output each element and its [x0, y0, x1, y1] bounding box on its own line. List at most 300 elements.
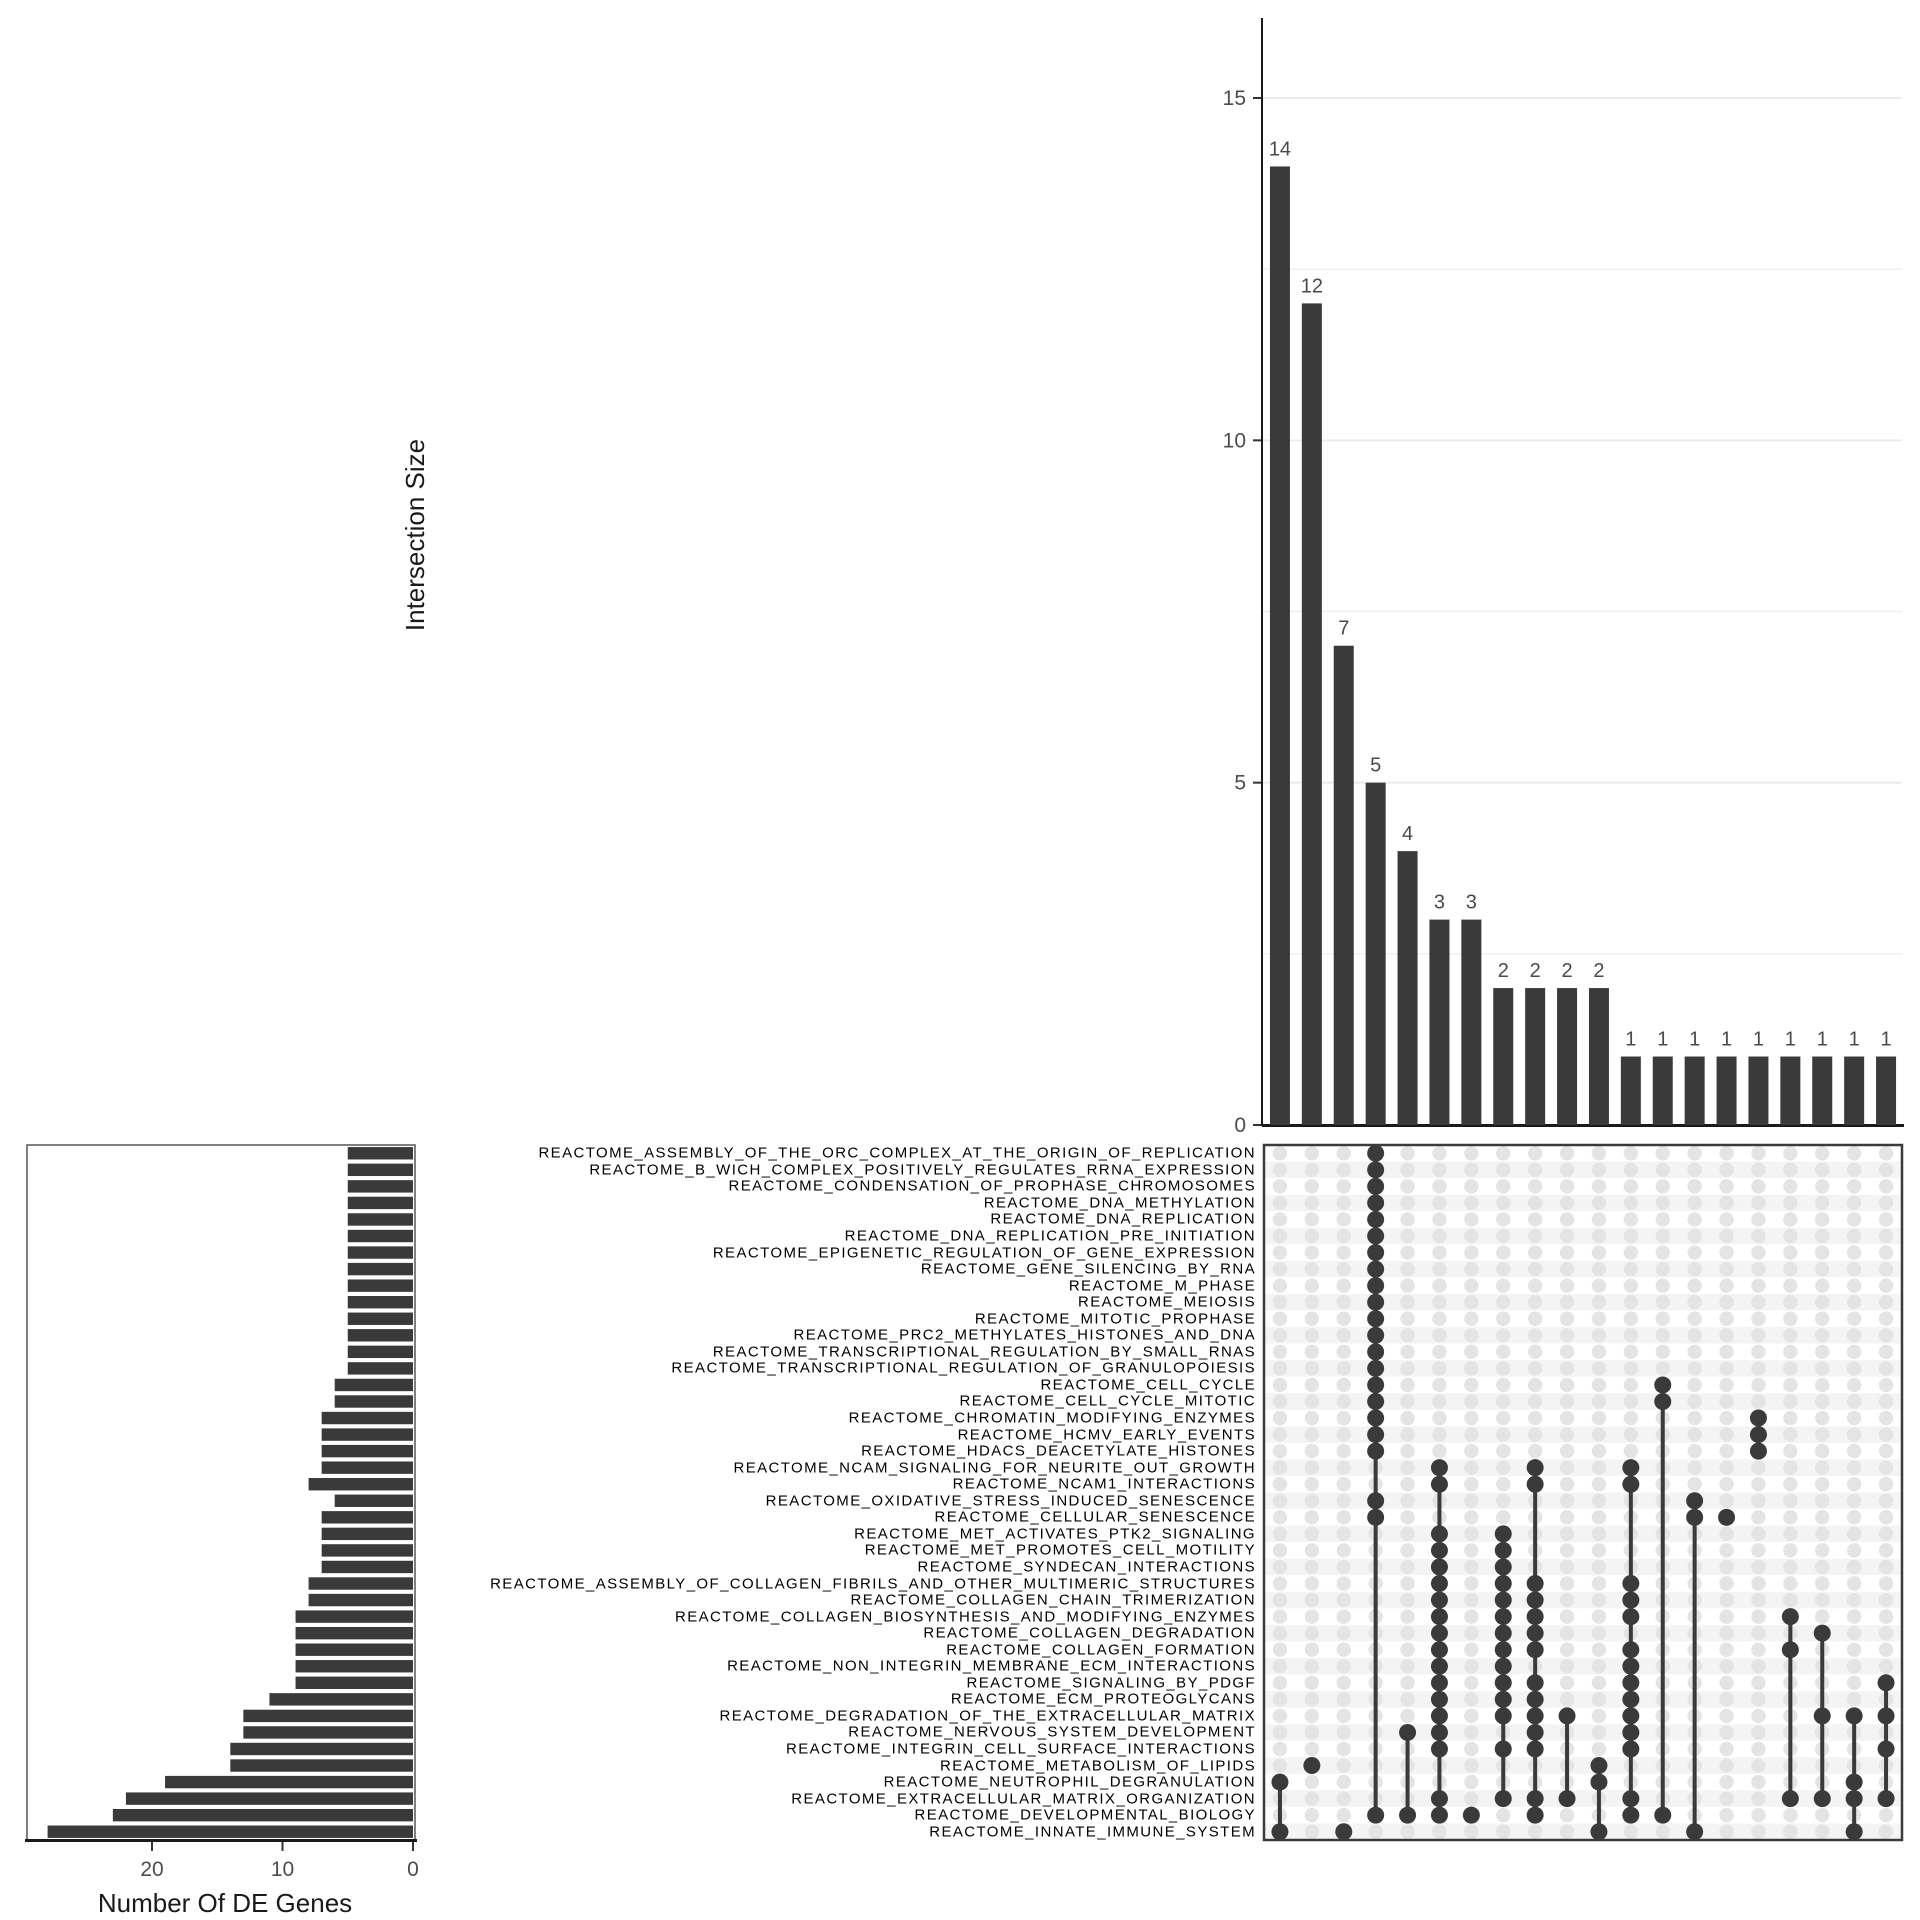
- matrix-dot-inactive: [1400, 1609, 1414, 1623]
- matrix-dot-inactive: [1337, 1791, 1351, 1805]
- matrix-dot-inactive: [1751, 1361, 1765, 1375]
- matrix-dot-inactive: [1656, 1825, 1670, 1839]
- matrix-dot-inactive: [1815, 1609, 1829, 1623]
- matrix-dot-inactive: [1783, 1146, 1797, 1160]
- matrix-dot-inactive: [1560, 1212, 1574, 1226]
- set-size-bar: [348, 1197, 413, 1209]
- matrix-dot-active: [1814, 1707, 1831, 1724]
- matrix-dot-inactive: [1592, 1295, 1606, 1309]
- set-size-bar: [309, 1577, 413, 1589]
- matrix-dot-inactive: [1719, 1676, 1733, 1690]
- intersection-bar-value: 2: [1593, 960, 1605, 983]
- matrix-dot-active: [1367, 1310, 1384, 1327]
- matrix-dot-inactive: [1432, 1278, 1446, 1292]
- matrix-dot-active: [1622, 1641, 1639, 1658]
- matrix-dot-inactive: [1687, 1312, 1701, 1326]
- matrix-dot-inactive: [1592, 1494, 1606, 1508]
- matrix-dot-inactive: [1560, 1659, 1574, 1673]
- matrix-dot-inactive: [1783, 1361, 1797, 1375]
- matrix-dot-inactive: [1273, 1477, 1287, 1491]
- matrix-dot-inactive: [1273, 1543, 1287, 1557]
- matrix-dot-inactive: [1751, 1394, 1765, 1408]
- matrix-dot-active: [1367, 1277, 1384, 1294]
- matrix-dot-inactive: [1879, 1444, 1893, 1458]
- matrix-dot-inactive: [1400, 1460, 1414, 1474]
- matrix-dot-inactive: [1687, 1394, 1701, 1408]
- matrix-dot-inactive: [1496, 1163, 1510, 1177]
- matrix-dot-inactive: [1273, 1411, 1287, 1425]
- matrix-dot-inactive: [1496, 1825, 1510, 1839]
- matrix-dot-inactive: [1751, 1676, 1765, 1690]
- matrix-dot-inactive: [1719, 1643, 1733, 1657]
- intersection-bar-value: 3: [1433, 891, 1446, 914]
- matrix-dot-inactive: [1337, 1593, 1351, 1607]
- matrix-dot-inactive: [1305, 1163, 1319, 1177]
- matrix-dot-inactive: [1815, 1163, 1829, 1177]
- set-size-bar: [322, 1544, 413, 1556]
- matrix-dot-inactive: [1400, 1345, 1414, 1359]
- matrix-dot-inactive: [1783, 1312, 1797, 1326]
- matrix-dot-inactive: [1592, 1460, 1606, 1474]
- matrix-dot-active: [1654, 1393, 1671, 1410]
- set-size-bar: [348, 1346, 413, 1358]
- matrix-dot-active: [1782, 1608, 1799, 1625]
- matrix-dot-inactive: [1496, 1345, 1510, 1359]
- set-label: REACTOME_EXTRACELLULAR_MATRIX_ORGANIZATION: [791, 1790, 1256, 1808]
- matrix-dot-active: [1622, 1807, 1639, 1824]
- matrix-dot-active: [1622, 1790, 1639, 1807]
- matrix-dot-inactive: [1879, 1378, 1893, 1392]
- matrix-dot-inactive: [1432, 1179, 1446, 1193]
- set-label: REACTOME_INNATE_IMMUNE_SYSTEM: [929, 1823, 1256, 1841]
- intersection-bar: [1844, 1057, 1864, 1125]
- matrix-dot-inactive: [1368, 1825, 1382, 1839]
- matrix-dot-inactive: [1879, 1312, 1893, 1326]
- matrix-dot-inactive: [1783, 1527, 1797, 1541]
- intersection-bar: [1461, 920, 1481, 1125]
- matrix-dot-inactive: [1719, 1427, 1733, 1441]
- set-size-bar: [322, 1511, 413, 1523]
- matrix-dot-active: [1622, 1608, 1639, 1625]
- matrix-dot-active: [1527, 1707, 1544, 1724]
- matrix-dot-inactive: [1592, 1527, 1606, 1541]
- matrix-dot-inactive: [1337, 1709, 1351, 1723]
- set-label: REACTOME_EPIGENETIC_REGULATION_OF_GENE_EXPRESSION: [712, 1244, 1256, 1262]
- matrix-dot-inactive: [1719, 1609, 1733, 1623]
- intersection-bar-value: 14: [1268, 138, 1292, 161]
- matrix-dot-active: [1686, 1823, 1703, 1840]
- matrix-dot-inactive: [1337, 1278, 1351, 1292]
- matrix-dot-inactive: [1560, 1328, 1574, 1342]
- intersection-bar: [1876, 1057, 1896, 1125]
- matrix-row-stripe: [1265, 1823, 1901, 1840]
- matrix-dot-active: [1495, 1592, 1512, 1609]
- matrix-dot-inactive: [1560, 1825, 1574, 1839]
- matrix-dot-inactive: [1337, 1510, 1351, 1524]
- matrix-dot-inactive: [1847, 1510, 1861, 1524]
- matrix-dot-inactive: [1464, 1345, 1478, 1359]
- set-label: REACTOME_PRC2_METHYLATES_HISTONES_AND_DNA: [793, 1326, 1256, 1344]
- matrix-dot-inactive: [1528, 1444, 1542, 1458]
- matrix-dot-inactive: [1273, 1146, 1287, 1160]
- matrix-dot-inactive: [1528, 1427, 1542, 1441]
- matrix-dot-inactive: [1432, 1245, 1446, 1259]
- matrix-dot-inactive: [1624, 1179, 1638, 1193]
- matrix-dot-inactive: [1624, 1345, 1638, 1359]
- matrix-row-stripe: [1265, 1162, 1901, 1179]
- matrix-row-stripe: [1265, 1658, 1901, 1675]
- matrix-dot-inactive: [1464, 1378, 1478, 1392]
- matrix-dot-inactive: [1560, 1245, 1574, 1259]
- matrix-dot-inactive: [1719, 1808, 1733, 1822]
- set-label: REACTOME_NCAM1_INTERACTIONS: [952, 1475, 1256, 1493]
- matrix-dot-inactive: [1305, 1378, 1319, 1392]
- intersection-bar-value: 1: [1752, 1028, 1765, 1051]
- matrix-dot-inactive: [1624, 1262, 1638, 1276]
- matrix-dot-inactive: [1847, 1411, 1861, 1425]
- matrix-dot-inactive: [1592, 1212, 1606, 1226]
- matrix-dot-inactive: [1400, 1576, 1414, 1590]
- intersection-size-axis-title: Intersection Size: [400, 438, 430, 632]
- matrix-dot-inactive: [1464, 1229, 1478, 1243]
- matrix-dot-inactive: [1815, 1411, 1829, 1425]
- matrix-dot-inactive: [1592, 1345, 1606, 1359]
- matrix-dot-inactive: [1656, 1361, 1670, 1375]
- matrix-dot-inactive: [1337, 1477, 1351, 1491]
- matrix-dot-inactive: [1847, 1543, 1861, 1557]
- matrix-dot-inactive: [1273, 1427, 1287, 1441]
- matrix-dot-inactive: [1751, 1179, 1765, 1193]
- matrix-dot-inactive: [1592, 1725, 1606, 1739]
- matrix-dot-inactive: [1528, 1361, 1542, 1375]
- matrix-dot-inactive: [1432, 1262, 1446, 1276]
- intersection-bar: [1653, 1057, 1673, 1125]
- matrix-row-stripe: [1265, 1592, 1901, 1609]
- matrix-dot-active: [1622, 1476, 1639, 1493]
- matrix-dot-inactive: [1496, 1411, 1510, 1425]
- matrix-dot-active: [1846, 1823, 1863, 1840]
- matrix-dot-inactive: [1783, 1510, 1797, 1524]
- matrix-dot-active: [1367, 1509, 1384, 1526]
- matrix-dot-inactive: [1560, 1494, 1574, 1508]
- matrix-dot-inactive: [1719, 1494, 1733, 1508]
- matrix-dot-inactive: [1400, 1643, 1414, 1657]
- matrix-dot-inactive: [1305, 1328, 1319, 1342]
- matrix-dot-inactive: [1560, 1361, 1574, 1375]
- matrix-dot-inactive: [1751, 1543, 1765, 1557]
- matrix-dot-inactive: [1560, 1394, 1574, 1408]
- matrix-dot-inactive: [1528, 1245, 1542, 1259]
- matrix-dot-active: [1367, 1376, 1384, 1393]
- matrix-dot-inactive: [1400, 1543, 1414, 1557]
- matrix-dot-inactive: [1751, 1825, 1765, 1839]
- matrix-dot-inactive: [1656, 1196, 1670, 1210]
- matrix-dot-active: [1367, 1426, 1384, 1443]
- matrix-dot-inactive: [1687, 1245, 1701, 1259]
- matrix-dot-inactive: [1464, 1742, 1478, 1756]
- matrix-dot-active: [1335, 1823, 1352, 1840]
- matrix-row-stripe: [1265, 1625, 1901, 1642]
- matrix-dot-inactive: [1751, 1378, 1765, 1392]
- matrix-dot-active: [1527, 1790, 1544, 1807]
- set-size-bar: [348, 1147, 413, 1159]
- matrix-dot-inactive: [1305, 1477, 1319, 1491]
- matrix-dot-inactive: [1592, 1278, 1606, 1292]
- matrix-dot-inactive: [1337, 1229, 1351, 1243]
- matrix-dot-inactive: [1719, 1378, 1733, 1392]
- matrix-dot-inactive: [1273, 1312, 1287, 1326]
- matrix-dot-inactive: [1815, 1328, 1829, 1342]
- matrix-dot-inactive: [1719, 1312, 1733, 1326]
- matrix-dot-inactive: [1560, 1560, 1574, 1574]
- set-size-bar: [348, 1313, 413, 1325]
- matrix-dot-inactive: [1719, 1791, 1733, 1805]
- matrix-dot-inactive: [1783, 1229, 1797, 1243]
- set-label: REACTOME_CHROMATIN_MODIFYING_ENZYMES: [848, 1409, 1256, 1427]
- matrix-dot-inactive: [1432, 1444, 1446, 1458]
- matrix-dot-inactive: [1337, 1725, 1351, 1739]
- matrix-dot-inactive: [1464, 1394, 1478, 1408]
- matrix-dot-active: [1495, 1575, 1512, 1592]
- matrix-row-stripe: [1265, 1360, 1901, 1377]
- matrix-dot-active: [1463, 1807, 1480, 1824]
- matrix-dot-inactive: [1496, 1262, 1510, 1276]
- matrix-dot-inactive: [1305, 1527, 1319, 1541]
- matrix-dot-active: [1718, 1509, 1735, 1526]
- set-label: REACTOME_SIGNALING_BY_PDGF: [966, 1674, 1256, 1692]
- matrix-dot-inactive: [1592, 1560, 1606, 1574]
- set-size-bar: [230, 1743, 413, 1755]
- matrix-dot-inactive: [1400, 1477, 1414, 1491]
- matrix-dot-active: [1495, 1558, 1512, 1575]
- intersection-bar: [1398, 851, 1418, 1125]
- matrix-dot-inactive: [1337, 1527, 1351, 1541]
- matrix-dot-inactive: [1528, 1262, 1542, 1276]
- matrix-dot-inactive: [1273, 1179, 1287, 1193]
- matrix-dot-inactive: [1751, 1659, 1765, 1673]
- y-tick-label: 5: [1234, 771, 1246, 795]
- matrix-dot-inactive: [1815, 1179, 1829, 1193]
- matrix-dot-inactive: [1464, 1825, 1478, 1839]
- matrix-dot-inactive: [1496, 1245, 1510, 1259]
- matrix-dot-inactive: [1719, 1163, 1733, 1177]
- matrix-dot-inactive: [1400, 1692, 1414, 1706]
- intersection-matrix: [1264, 1145, 1902, 1840]
- matrix-dot-inactive: [1400, 1262, 1414, 1276]
- matrix-dot-inactive: [1305, 1179, 1319, 1193]
- matrix-dot-inactive: [1560, 1146, 1574, 1160]
- matrix-dot-inactive: [1719, 1692, 1733, 1706]
- matrix-dot-inactive: [1847, 1196, 1861, 1210]
- matrix-dot-inactive: [1560, 1262, 1574, 1276]
- matrix-dot-inactive: [1464, 1477, 1478, 1491]
- set-label: REACTOME_DEGRADATION_OF_THE_EXTRACELLULAR_MATRIX: [719, 1707, 1256, 1725]
- matrix-dot-inactive: [1464, 1527, 1478, 1541]
- intersection-bar: [1748, 1057, 1768, 1125]
- matrix-dot-active: [1367, 1294, 1384, 1311]
- matrix-dot-inactive: [1496, 1179, 1510, 1193]
- matrix-dot-active: [1431, 1575, 1448, 1592]
- matrix-dot-inactive: [1719, 1394, 1733, 1408]
- matrix-dot-inactive: [1751, 1626, 1765, 1640]
- matrix-dot-inactive: [1656, 1262, 1670, 1276]
- matrix-dot-inactive: [1592, 1742, 1606, 1756]
- set-label: REACTOME_TRANSCRIPTIONAL_REGULATION_BY_SMALL_RNAS: [712, 1343, 1256, 1361]
- matrix-dot-inactive: [1337, 1427, 1351, 1441]
- set-size-bar: [348, 1180, 413, 1192]
- matrix-dot-inactive: [1879, 1394, 1893, 1408]
- matrix-dot-active: [1782, 1790, 1799, 1807]
- matrix-dot-inactive: [1305, 1245, 1319, 1259]
- matrix-dot-inactive: [1273, 1494, 1287, 1508]
- intersection-bar-value: 1: [1657, 1028, 1669, 1051]
- matrix-dot-inactive: [1719, 1262, 1733, 1276]
- set-label: REACTOME_DNA_REPLICATION_PRE_INITIATION: [844, 1227, 1256, 1245]
- matrix-dot-inactive: [1592, 1163, 1606, 1177]
- set-size-bar: [348, 1213, 413, 1225]
- matrix-dot-inactive: [1879, 1527, 1893, 1541]
- set-size-bar: [230, 1759, 413, 1771]
- matrix-dot-inactive: [1751, 1510, 1765, 1524]
- matrix-dot-inactive: [1496, 1477, 1510, 1491]
- matrix-row-stripe: [1265, 1261, 1901, 1278]
- matrix-dot-inactive: [1751, 1196, 1765, 1210]
- matrix-dot-active: [1495, 1674, 1512, 1691]
- matrix-dot-inactive: [1273, 1576, 1287, 1590]
- matrix-dot-inactive: [1400, 1560, 1414, 1574]
- matrix-dot-active: [1527, 1740, 1544, 1757]
- matrix-dot-inactive: [1624, 1444, 1638, 1458]
- matrix-dot-inactive: [1624, 1427, 1638, 1441]
- matrix-dot-inactive: [1879, 1477, 1893, 1491]
- matrix-dot-active: [1367, 1161, 1384, 1178]
- matrix-dot-inactive: [1847, 1312, 1861, 1326]
- matrix-dot-inactive: [1624, 1229, 1638, 1243]
- matrix-dot-inactive: [1656, 1212, 1670, 1226]
- matrix-dot-active: [1367, 1145, 1384, 1162]
- set-label: REACTOME_TRANSCRIPTIONAL_REGULATION_OF_GRANULOPOIESIS: [671, 1359, 1256, 1377]
- matrix-dot-inactive: [1337, 1361, 1351, 1375]
- matrix-dot-active: [1367, 1261, 1384, 1278]
- matrix-dot-inactive: [1464, 1609, 1478, 1623]
- matrix-dot-active: [1559, 1707, 1576, 1724]
- matrix-dot-inactive: [1815, 1460, 1829, 1474]
- matrix-dot-inactive: [1400, 1394, 1414, 1408]
- matrix-dot-inactive: [1432, 1212, 1446, 1226]
- matrix-dot-inactive: [1687, 1229, 1701, 1243]
- intersection-bar-value: 2: [1497, 960, 1509, 983]
- matrix-dot-active: [1367, 1194, 1384, 1211]
- intersection-bar: [1525, 988, 1545, 1125]
- intersection-bar-value: 1: [1848, 1028, 1860, 1051]
- matrix-dot-active: [1846, 1774, 1863, 1791]
- matrix-dot-inactive: [1815, 1543, 1829, 1557]
- matrix-dot-inactive: [1719, 1278, 1733, 1292]
- matrix-dot-inactive: [1305, 1643, 1319, 1657]
- matrix-dot-inactive: [1751, 1295, 1765, 1309]
- matrix-dot-inactive: [1815, 1427, 1829, 1441]
- matrix-dot-active: [1367, 1410, 1384, 1427]
- matrix-dot-inactive: [1337, 1444, 1351, 1458]
- matrix-row-stripe: [1265, 1459, 1901, 1476]
- matrix-dot-active: [1367, 1343, 1384, 1360]
- matrix-dot-inactive: [1687, 1361, 1701, 1375]
- intersection-bar-value: 7: [1338, 617, 1350, 640]
- matrix-dot-inactive: [1464, 1278, 1478, 1292]
- matrix-dot-inactive: [1783, 1494, 1797, 1508]
- matrix-dot-inactive: [1751, 1328, 1765, 1342]
- matrix-dot-inactive: [1337, 1179, 1351, 1193]
- set-label: REACTOME_COLLAGEN_DEGRADATION: [923, 1624, 1256, 1642]
- matrix-dot-inactive: [1847, 1378, 1861, 1392]
- matrix-dot-inactive: [1751, 1146, 1765, 1160]
- matrix-dot-inactive: [1879, 1229, 1893, 1243]
- intersection-bar-value: 4: [1401, 823, 1414, 846]
- matrix-dot-inactive: [1432, 1295, 1446, 1309]
- matrix-dot-inactive: [1719, 1460, 1733, 1474]
- matrix-dot-inactive: [1432, 1361, 1446, 1375]
- matrix-dot-inactive: [1273, 1262, 1287, 1276]
- matrix-dot-inactive: [1432, 1427, 1446, 1441]
- matrix-dot-active: [1431, 1740, 1448, 1757]
- matrix-dot-inactive: [1273, 1659, 1287, 1673]
- set-label: REACTOME_HDACS_DEACETYLATE_HISTONES: [861, 1442, 1256, 1460]
- matrix-dot-inactive: [1751, 1527, 1765, 1541]
- matrix-dot-inactive: [1815, 1345, 1829, 1359]
- matrix-dot-inactive: [1815, 1278, 1829, 1292]
- set-size-bar: [296, 1644, 413, 1656]
- matrix-dot-inactive: [1496, 1378, 1510, 1392]
- matrix-dot-inactive: [1400, 1444, 1414, 1458]
- matrix-dot-inactive: [1496, 1328, 1510, 1342]
- matrix-dot-inactive: [1751, 1278, 1765, 1292]
- matrix-dot-inactive: [1496, 1427, 1510, 1441]
- matrix-dot-inactive: [1656, 1245, 1670, 1259]
- matrix-dot-inactive: [1751, 1775, 1765, 1789]
- set-size-bar: [243, 1710, 413, 1722]
- matrix-dot-inactive: [1847, 1692, 1861, 1706]
- intersection-bar: [1366, 783, 1386, 1125]
- matrix-dot-inactive: [1879, 1427, 1893, 1441]
- matrix-dot-inactive: [1624, 1378, 1638, 1392]
- matrix-dot-inactive: [1751, 1312, 1765, 1326]
- matrix-dot-inactive: [1400, 1659, 1414, 1673]
- set-label: REACTOME_MITOTIC_PROPHASE: [974, 1310, 1256, 1328]
- matrix-dot-inactive: [1687, 1477, 1701, 1491]
- matrix-dot-inactive: [1432, 1229, 1446, 1243]
- matrix-dot-inactive: [1528, 1328, 1542, 1342]
- matrix-dot-inactive: [1432, 1328, 1446, 1342]
- matrix-dot-inactive: [1751, 1709, 1765, 1723]
- matrix-dot-inactive: [1273, 1560, 1287, 1574]
- matrix-dot-inactive: [1432, 1345, 1446, 1359]
- matrix-dot-inactive: [1879, 1196, 1893, 1210]
- matrix-dot-inactive: [1847, 1163, 1861, 1177]
- matrix-dot-inactive: [1815, 1295, 1829, 1309]
- matrix-dot-inactive: [1719, 1196, 1733, 1210]
- matrix-dot-inactive: [1751, 1245, 1765, 1259]
- matrix-dot-inactive: [1592, 1394, 1606, 1408]
- matrix-dot-inactive: [1687, 1427, 1701, 1441]
- matrix-dot-inactive: [1305, 1295, 1319, 1309]
- matrix-dot-inactive: [1528, 1212, 1542, 1226]
- matrix-dot-inactive: [1528, 1378, 1542, 1392]
- matrix-dot-inactive: [1496, 1212, 1510, 1226]
- matrix-dot-inactive: [1751, 1229, 1765, 1243]
- matrix-dot-inactive: [1464, 1163, 1478, 1177]
- set-size-bar: [322, 1561, 413, 1573]
- intersection-bar: [1270, 166, 1290, 1125]
